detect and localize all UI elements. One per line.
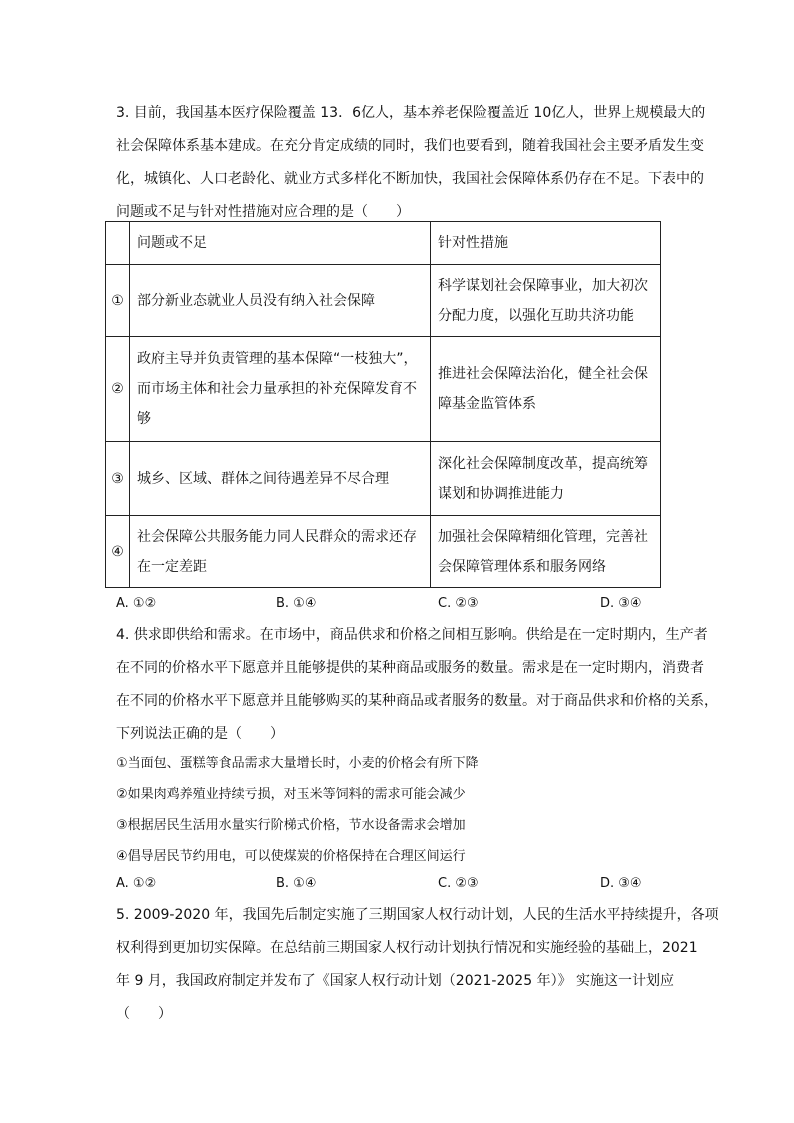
option-c[interactable]: C. ②③ <box>438 876 479 891</box>
table-row <box>106 337 661 442</box>
question-4-options <box>116 876 704 896</box>
statement-3: ③根据居民生活用水量实行阶梯式价格，节水设备需求会增加 <box>116 818 466 833</box>
question-3-line: 化，城镇化、人口老龄化、就业方式多样化不断加快，我国社会保障体系仍存在不足。下表中的 <box>116 171 704 187</box>
cell-line: 城乡、区域、群体之间待遇差异不尽合理 <box>137 470 389 487</box>
cell-line: 会保障管理体系和服务网络 <box>438 558 606 575</box>
table-row <box>106 265 661 337</box>
cell-line: 障基金监管体系 <box>438 396 536 412</box>
question-5-line: 5. 2009-2020 年，我国先后制定实施了三期国家人权行动计划，人民的生活水平持续提升，各项 <box>116 907 719 923</box>
question-4 <box>116 619 718 751</box>
row-number: ④ <box>106 516 130 588</box>
question-3 <box>116 97 704 229</box>
table-row <box>106 516 661 588</box>
option-a[interactable]: A. ①② <box>116 596 157 611</box>
table-header-row <box>106 222 661 265</box>
question-4-line: 在不同的价格水平下愿意并且能够购买的某种商品或者服务的数量。对于商品供求和价格的关系， <box>116 693 718 709</box>
row-measure <box>431 442 661 516</box>
option-a[interactable]: A. ①② <box>116 876 157 891</box>
cell-line: 谋划和协调推进能力 <box>438 485 564 502</box>
cell-line: 加强社会保障精细化管理，完善社 <box>438 528 648 545</box>
cell-line: 政府主导并负责管理的基本保障“一枝独大”， <box>137 351 418 367</box>
question-5-line: 权利得到更加切实保障。在总结前三期国家人权行动计划执行情况和实施经验的基础上，2021 <box>116 940 698 956</box>
cell-line: 够 <box>137 411 151 427</box>
row-measure <box>431 265 661 337</box>
cell-line: 社会保障公共服务能力同人民群众的需求还存 <box>137 528 417 545</box>
option-b[interactable]: B. ①④ <box>276 596 317 611</box>
statement-4: ④倡导居民节约用电，可以使煤炭的价格保持在合理区间运行 <box>116 849 466 864</box>
question-4-line: 在不同的价格水平下愿意并且能够提供的某种商品或服务的数量。需求是在一定时期内，消费者 <box>116 660 704 676</box>
cell-line: 深化社会保障制度改革，提高统筹 <box>438 455 648 472</box>
row-number: ② <box>106 337 130 442</box>
table-header-measure: 针对性措施 <box>431 222 661 265</box>
row-problem <box>130 516 431 588</box>
question-5-line: （ ） <box>116 1006 172 1022</box>
cell-line: 推进社会保障法治化，健全社会保 <box>438 366 648 382</box>
option-d[interactable]: D. ③④ <box>600 596 642 611</box>
cell-line: 分配力度，以强化互助共济功能 <box>438 307 634 324</box>
statement-2: ②如果肉鸡养殖业持续亏损，对玉米等饲料的需求可能会减少 <box>116 787 466 802</box>
question-3-line: 3. 目前，我国基本医疗保险覆盖 13．6亿人，基本养老保险覆盖近 10亿人，世界上规模最大的 <box>116 105 706 121</box>
cell-line: 在一定差距 <box>137 558 207 575</box>
cell-line: 部分新业态就业人员没有纳入社会保障 <box>137 292 375 309</box>
option-c[interactable]: C. ②③ <box>438 596 479 611</box>
table-header-problem: 问题或不足 <box>130 222 431 265</box>
question-3-line: 问题或不足与针对性措施对应合理的是（ ） <box>116 204 410 220</box>
table-row <box>106 442 661 516</box>
row-problem <box>130 265 431 337</box>
row-number: ③ <box>106 442 130 516</box>
question-5-line: 年 9 月，我国政府制定并发布了《国家人权行动计划（2021-2025 年）》 实施这一计划应 <box>116 973 675 989</box>
question-3-line: 社会保障体系基本建成。在充分肯定成绩的同时，我们也要看到，随着我国社会主要矛盾发生变 <box>116 138 704 154</box>
option-d[interactable]: D. ③④ <box>600 876 642 891</box>
question-4-line: 4. 供求即供给和需求。在市场中，商品供求和价格之间相互影响。供给是在一定时期内，生产者 <box>116 627 708 643</box>
question-4-line: 下列说法正确的是（ ） <box>116 726 284 742</box>
row-problem <box>130 337 431 442</box>
cell-line: 而市场主体和社会力量承担的补充保障发育不 <box>137 381 417 397</box>
question-3-options <box>116 596 704 616</box>
option-b[interactable]: B. ①④ <box>276 876 317 891</box>
row-problem <box>130 442 431 516</box>
row-number: ① <box>106 265 130 337</box>
question-5 <box>116 899 719 1031</box>
statement-1: ①当面包、蛋糕等食品需求大量增长时，小麦的价格会有所下降 <box>116 756 479 771</box>
table-header-blank <box>106 222 130 265</box>
row-measure <box>431 516 661 588</box>
measures-table <box>105 221 661 588</box>
row-measure <box>431 337 661 442</box>
cell-line: 科学谋划社会保障事业，加大初次 <box>438 277 648 294</box>
